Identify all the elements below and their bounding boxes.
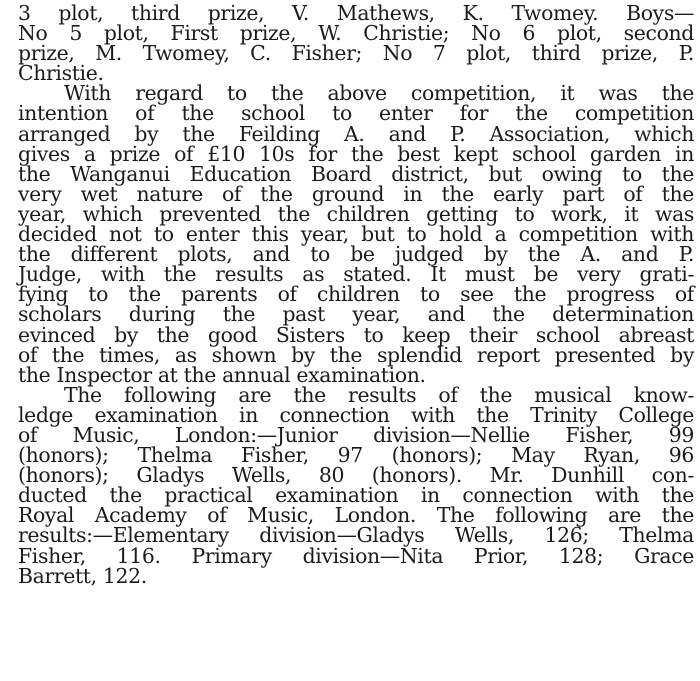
text-line-09: the Wanganui Education Board district, but owing to the — [18, 161, 694, 186]
text-line-15: fying to the parents of children to see the progress of — [18, 282, 694, 307]
text-line-02: No 5 plot, First prize, W. Christie; No 6 plot, second — [18, 21, 694, 46]
text-line-04: Christie. — [18, 61, 104, 86]
text-line-24: (honors); Gladys Wells, 80 (honors). Mr. Dunhill con- — [18, 463, 694, 488]
text-line-20: The following are the results of the musical know- — [64, 382, 694, 407]
text-line-29: Barrett, 122. — [18, 563, 147, 588]
text-line-19: the Inspector at the annual examination. — [18, 362, 426, 387]
text-line-01: 3 plot, third prize, V. Mathews, K. Twomey. Boys— — [18, 1, 694, 25]
text-line-12: decided not to enter this year, but to hold a competition with — [18, 222, 694, 247]
text-line-08: gives a prize of £10 10s for the best kept school garden in — [18, 141, 694, 166]
text-line-21: ledge examination in connection with the Trinity College — [18, 402, 694, 427]
text-line-13: the different plots, and to be judged by the A. and P. — [18, 242, 694, 267]
text-line-06: intention of the school to enter for the competition — [18, 101, 694, 126]
text-line-11: year, which prevented the children getting to work, it was — [18, 201, 694, 226]
text-line-16: scholars during the past year, and the determination — [18, 302, 694, 327]
text-line-07: arranged by the Feilding A. and P. Association, which — [18, 121, 694, 146]
text-line-28: Fisher, 116. Primary division—Nita Prior, 128; Grace — [18, 543, 694, 568]
text-line-26: Royal Academy of Music, London. The following are the — [18, 503, 694, 528]
text-line-23: (honors); Thelma Fisher, 97 (honors); May Ryan, 96 — [18, 443, 694, 468]
article-text-column — [18, 3, 694, 586]
text-line-22: of Music, London:—Junior division—Nellie Fisher, 99 — [18, 422, 694, 447]
text-line-27: results:—Elementary division—Gladys Wells, 126; Thelma — [18, 523, 694, 548]
text-line-18: of the times, as shown by the splendid report presented by — [18, 342, 694, 367]
text-line-14: Judge, with the results as stated. It must be very grati- — [18, 262, 694, 287]
text-line-17: evinced by the good Sisters to keep their school abreast — [18, 322, 694, 347]
text-line-05: With regard to the above competition, it was the — [64, 81, 694, 106]
text-line-10: very wet nature of the ground in the early part of the — [18, 181, 694, 206]
text-line-25: ducted the practical examination in connection with the — [18, 483, 694, 508]
text-line-03: prize, M. Twomey, C. Fisher; No 7 plot, third prize, P. — [18, 41, 694, 66]
